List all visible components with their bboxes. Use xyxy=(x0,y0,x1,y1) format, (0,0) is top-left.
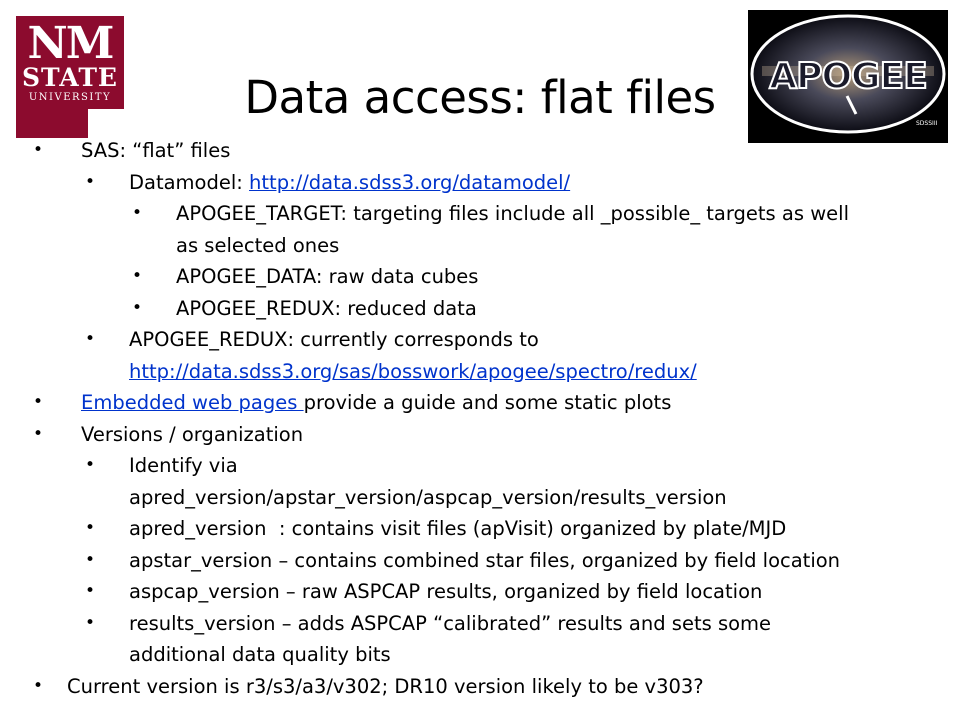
bullet-continuation: as selected ones xyxy=(176,233,340,257)
bullet-suffix: provide a guide and some static plots xyxy=(303,391,672,414)
bullet-line: results_version – adds ASPCAP “calibrated” results and sets some xyxy=(129,611,772,635)
embedded-web-pages-link[interactable]: Embedded web pages xyxy=(81,391,304,414)
redux-link[interactable]: http://data.sdss3.org/sas/bosswork/apogee/spectro/redux/ xyxy=(129,359,697,383)
bullet-marker: • xyxy=(85,549,96,570)
bullet-text: APOGEE_DATA: raw data cubes xyxy=(176,265,479,288)
bullet-item xyxy=(0,576,960,608)
svg-text:STATE: STATE xyxy=(22,63,118,92)
bullet-marker: • xyxy=(85,612,96,633)
bullet-text: APOGEE_REDUX: reduced data xyxy=(176,296,477,320)
bullet-item xyxy=(0,671,960,703)
bullet-text xyxy=(0,450,960,513)
bullet-marker: • xyxy=(132,266,143,286)
bullet-item xyxy=(0,387,960,419)
bullet-line: Identify via xyxy=(129,454,238,477)
bullet-marker: • xyxy=(85,171,96,192)
bullet-continuation xyxy=(129,356,930,388)
bullet-marker: • xyxy=(132,297,143,318)
bullet-item xyxy=(0,324,960,387)
bullet-marker: • xyxy=(85,455,96,475)
bullet-item xyxy=(0,513,960,545)
bullet-marker: • xyxy=(33,392,44,412)
bullet-text: apstar_version – contains combined star files, organized by field location xyxy=(129,548,841,572)
bullet-line: APOGEE_REDUX: currently corresponds to xyxy=(129,328,539,351)
bullet-marker: • xyxy=(85,329,96,349)
bullet-text xyxy=(0,387,960,419)
bullet-continuation: additional data quality bits xyxy=(129,643,391,666)
bullet-prefix: Datamodel: xyxy=(129,170,250,194)
bullet-line: APOGEE_TARGET: targeting files include all _possible_ targets as well xyxy=(176,202,850,225)
bullet-item xyxy=(0,135,960,167)
bullet-text: SAS: “flat” files xyxy=(81,139,231,162)
bullet-item xyxy=(0,419,960,451)
bullet-item xyxy=(0,293,960,325)
bullet-text: aspcap_version – raw ASPCAP results, organized by field location xyxy=(129,580,763,603)
bullet-continuation: apred_version/apstar_version/aspcap_version/results_version xyxy=(129,485,727,509)
bullet-text: apred_version : contains visit files (apVisit) organized by plate/MJD xyxy=(129,517,787,540)
bullet-text: Versions / organization xyxy=(81,422,304,446)
svg-text:SDSSIII: SDSSIII xyxy=(916,120,938,127)
svg-text:NM: NM xyxy=(27,18,113,69)
bullet-marker: • xyxy=(85,581,96,601)
datamodel-link[interactable]: http://data.sdss3.org/datamodel/ xyxy=(249,170,571,194)
svg-text:APOGEE: APOGEE xyxy=(769,56,927,97)
bullet-marker: • xyxy=(85,518,96,538)
slide-title: Data access: flat files xyxy=(244,71,716,124)
bullet-text xyxy=(0,198,960,261)
bullet-text: Current version is r3/s3/a3/v302; DR10 version likely to be v303? xyxy=(67,674,704,698)
bullet-marker: • xyxy=(33,140,44,160)
bullet-marker: • xyxy=(33,423,44,444)
bullet-text xyxy=(0,324,960,387)
bullet-list xyxy=(0,135,960,702)
bullet-text xyxy=(0,167,960,199)
bullet-text xyxy=(0,608,960,671)
svg-text:UNIVERSITY: UNIVERSITY xyxy=(28,92,112,103)
bullet-marker: • xyxy=(132,203,143,223)
bullet-marker: • xyxy=(33,675,44,696)
bullet-item xyxy=(0,261,960,293)
bullet-item xyxy=(0,545,960,577)
bullet-item xyxy=(0,450,960,513)
bullet-item xyxy=(0,167,960,199)
bullet-item xyxy=(0,198,960,261)
bullet-item xyxy=(0,608,960,671)
